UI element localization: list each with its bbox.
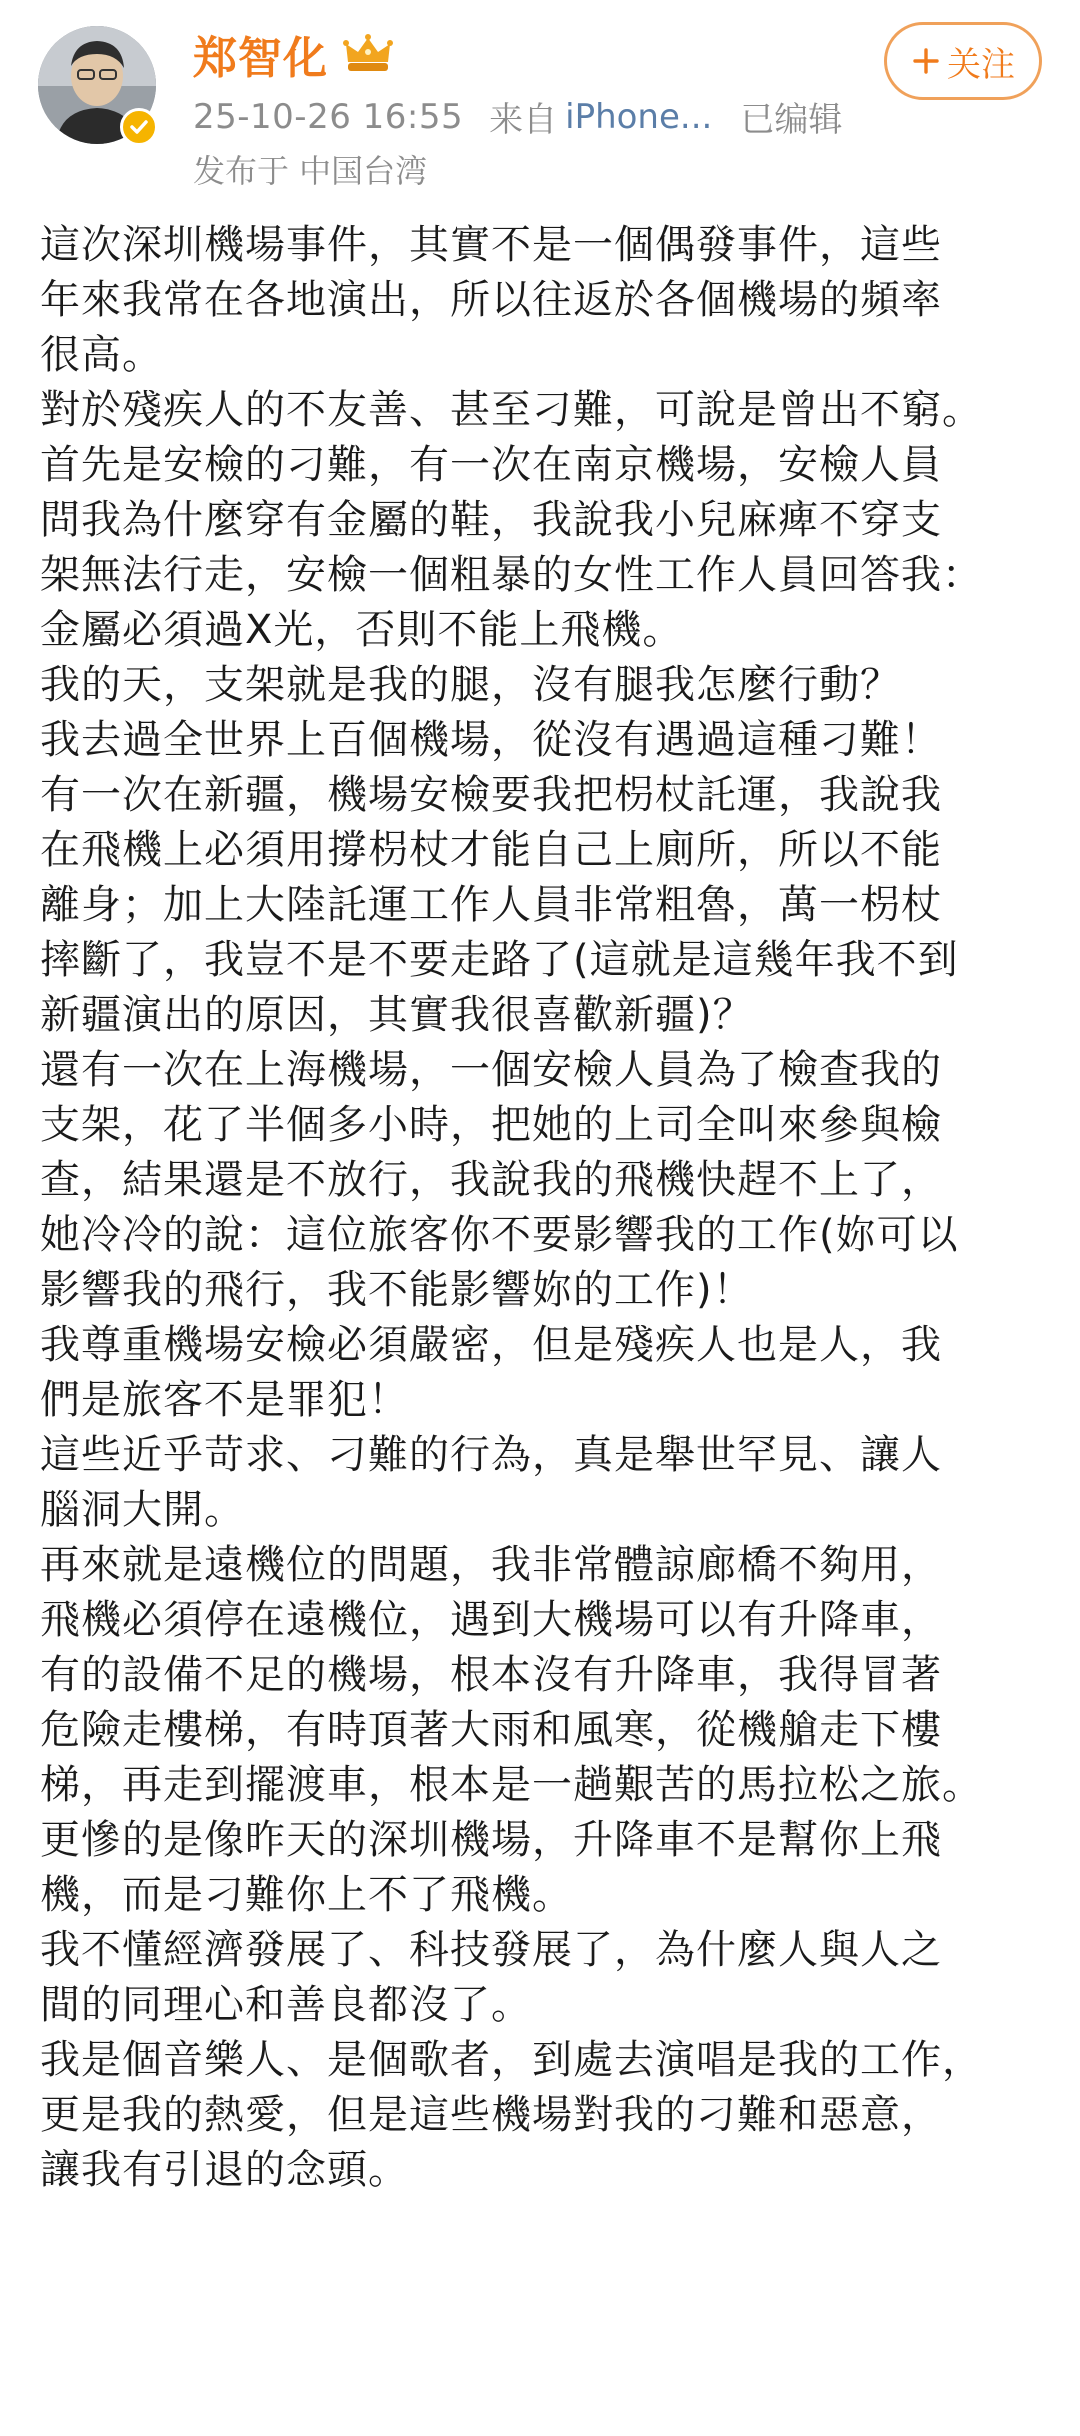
post-paragraph: 還有一次在上海機場，一個安檢人員為了檢查我的 支架，花了半個多小時，把她的上司全叫來參與檢 查，結果還是不放行，我說我的飛機快趕不上了， 她冷冷的說：這位旅客你不要影響我的工作(妳可以 影響我的飛行，我不能影響妳的工作)！ — [40, 1047, 959, 1313]
post-paragraph: 再來就是遠機位的問題，我非常體諒廊橋不夠用， 飛機必須停在遠機位，遇到大機場可以有升降車， 有的設備不足的機場，根本沒有升降車，我得冒著 危險走樓梯，有時頂著大雨和風寒，從機艙走下樓 梯，再走到擺渡車，根本是一趟艱苦的馬拉松之旅。 — [40, 1542, 983, 1808]
follow-button-label: 关注 — [947, 44, 1015, 85]
follow-button[interactable] — [884, 22, 1042, 100]
post-paragraph: 這些近乎苛求、刁難的行為，真是舉世罕見、讓人 腦洞大開。 — [40, 1432, 942, 1533]
edited-label[interactable]: 已编辑 — [740, 100, 843, 140]
post-paragraph: 首先是安檢的刁難，有一次在南京機場，安檢人員 問我為什麼穿有金屬的鞋，我說我小兒麻痺不穿支 架無法行走，安檢一個粗暴的女性工作人員回答我： 金屬必須過X光，否則不能上飛機。 — [40, 442, 983, 653]
crown-icon[interactable] — [342, 32, 394, 76]
verified-badge-icon — [120, 108, 158, 146]
post-paragraph: 這次深圳機場事件，其實不是一個偶發事件，這些 年來我常在各地演出，所以往返於各個機場的頻率 很高。 — [40, 222, 942, 378]
source-prefix: 来自 — [489, 100, 558, 140]
post-header — [0, 0, 1080, 200]
post-paragraph: 有一次在新疆，機場安檢要我把枴杖託運，我說我 在飛機上必須用撐枴杖才能自己上廁所，所以不能 離身；加上大陸託運工作人員非常粗魯，萬一枴杖 摔斷了，我豈不是不要走路了(這就是這幾年我不到 新疆演出的原因，其實我很喜歡新疆)？ — [40, 772, 959, 1038]
post-location: 发布于 中国台湾 — [193, 152, 428, 190]
plus-icon — [911, 46, 941, 76]
post-paragraph: 對於殘疾人的不友善、甚至刁難，可說是曾出不窮。 — [40, 387, 983, 433]
post-meta — [193, 92, 842, 141]
post-paragraph: 我不懂經濟發展了、科技發展了，為什麼人與人之 間的同理心和善良都沒了。 — [40, 1927, 942, 2028]
post-paragraph: 我的天，支架就是我的腿，沒有腿我怎麼行動？ — [40, 662, 901, 708]
post-paragraph: 我去過全世界上百個機場，從沒有遇過這種刁難！ — [40, 717, 942, 763]
post-paragraph: 我尊重機場安檢必須嚴密，但是殘疾人也是人，我 們是旅客不是罪犯！ — [40, 1322, 942, 1423]
username-row — [193, 22, 394, 86]
post-paragraph: 更慘的是像昨天的深圳機場，升降車不是幫你上飛 機，而是刁難你上不了飛機。 — [40, 1817, 942, 1918]
post-time: 25-10-26 16:55 — [193, 96, 464, 137]
post-paragraph: 我是個音樂人、是個歌者，到處去演唱是我的工作， 更是我的熱愛，但是這些機場對我的刁難和惡意， 讓我有引退的念頭。 — [40, 2037, 983, 2193]
source-device-link[interactable]: iPhone... — [565, 96, 713, 137]
post-body — [40, 218, 1050, 2198]
username[interactable]: 郑智化 — [193, 33, 328, 84]
